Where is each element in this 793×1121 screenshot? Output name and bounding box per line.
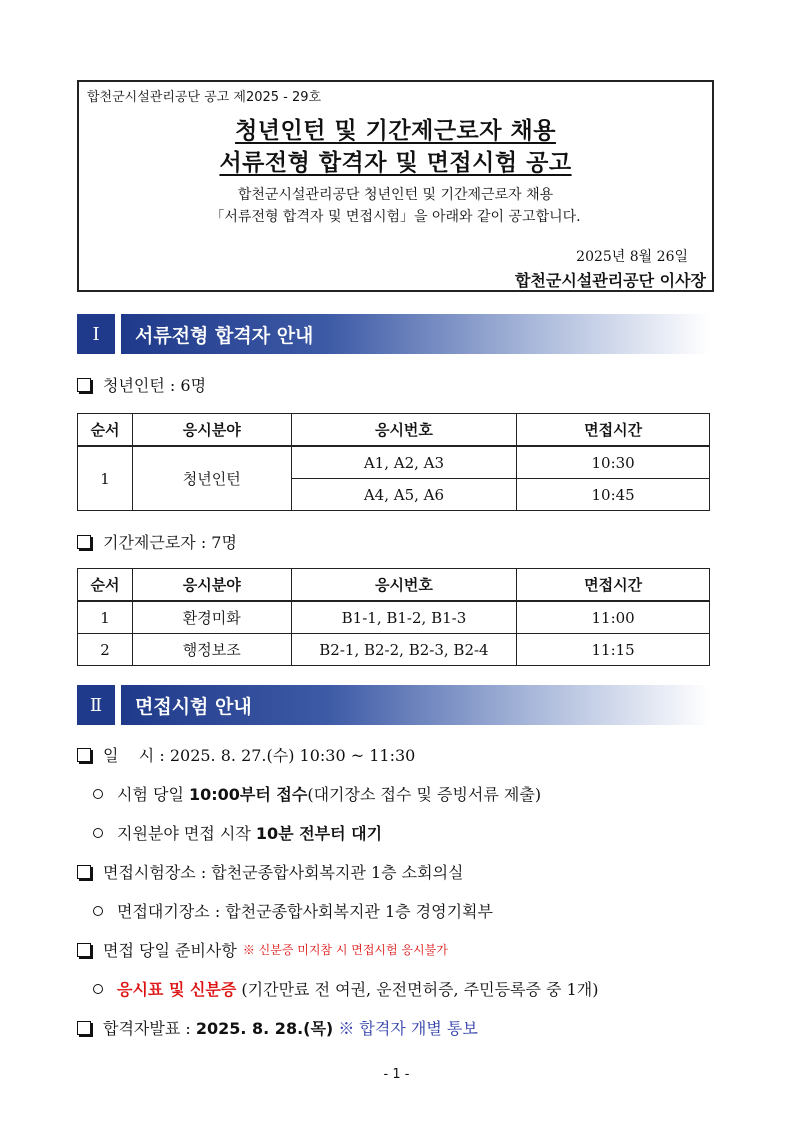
header-time: 면접시간	[517, 569, 710, 602]
required-items-detail: (기간만료 전 여권, 운전면허증, 주민등록증 중 1개)	[236, 980, 599, 999]
intro-line-2: 「서류전형 합격자 및 면접시험」을 아래와 같이 공고합니다.	[210, 209, 581, 225]
datetime-value: 2025. 8. 27.(수) 10:30 ~ 11:30	[169, 746, 416, 765]
header-order: 순서	[78, 414, 133, 447]
cell-numbers: B1-1, B1-2, B1-3	[291, 601, 517, 634]
section-2-number: Ⅱ	[77, 685, 115, 725]
table-row	[78, 601, 710, 634]
required-items-bold: 응시표 및 신분증	[117, 980, 237, 999]
temp-worker-table	[77, 568, 710, 666]
section-2-title: 면접시험 안내	[121, 685, 710, 725]
cell-time: 11:15	[517, 634, 710, 666]
cell-field: 환경미화	[132, 601, 291, 634]
required-items	[93, 977, 598, 1000]
issuer: 합천군시설관리공단 이사장	[514, 271, 706, 290]
notice-header-box	[77, 80, 714, 292]
preparation-heading	[77, 938, 448, 961]
cell-order: 1	[78, 601, 133, 634]
table-header-row	[78, 569, 710, 602]
section-2-banner	[77, 685, 710, 725]
header-field: 응시분야	[132, 569, 291, 602]
cell-time: 11:00	[517, 601, 710, 634]
announce-label: 합격자발표 :	[103, 1019, 196, 1038]
header-time: 면접시간	[517, 414, 710, 447]
notice-date: 2025년 8월 26일	[576, 249, 688, 265]
checkbox-icon	[77, 865, 91, 879]
checkbox-icon	[77, 535, 91, 549]
preparation-warning: ※ 신분증 미지참 시 면접시험 응시불가	[242, 943, 448, 957]
datetime-label: 일 시 :	[103, 746, 170, 765]
cell-time: 10:30	[517, 446, 710, 479]
checkbox-icon	[77, 748, 91, 762]
checkbox-icon	[77, 1021, 91, 1035]
cell-numbers: B2-1, B2-2, B2-3, B2-4	[291, 634, 517, 666]
youth-intern-table	[77, 413, 710, 511]
circle-bullet-icon	[93, 828, 103, 838]
cell-time: 10:45	[517, 479, 710, 511]
waiting-bold: 10분 전부터 대기	[255, 824, 383, 843]
cell-numbers: A1, A2, A3	[291, 446, 517, 479]
notice-number: 합천군시설관리공단 공고 제2025 - 29호	[87, 90, 322, 105]
reception-post: (대기장소 접수 및 증빙서류 제출)	[307, 785, 542, 804]
header-field: 응시분야	[132, 414, 291, 447]
circle-bullet-icon	[93, 984, 103, 994]
circle-bullet-icon	[93, 906, 103, 916]
cell-order: 2	[78, 634, 133, 666]
cell-field: 행정보조	[132, 634, 291, 666]
checkbox-icon	[77, 378, 91, 392]
section-1-title: 서류전형 합격자 안내	[121, 314, 710, 354]
page-number: - 1 -	[383, 1067, 410, 1082]
waiting-pre: 지원분야 면접 시작	[117, 824, 256, 843]
reception-bold: 10:00부터 접수	[189, 785, 308, 804]
circle-bullet-icon	[93, 789, 103, 799]
youth-intern-heading	[77, 373, 206, 396]
title-line-2: 서류전형 합격자 및 면접시험 공고	[219, 150, 572, 176]
header-number: 응시번호	[291, 569, 517, 602]
cell-field: 청년인턴	[132, 446, 291, 511]
table-row	[78, 634, 710, 666]
temp-worker-label: 기간제근로자 : 7명	[103, 533, 237, 552]
table-header-row	[78, 414, 710, 447]
section-1-banner	[77, 314, 710, 354]
waiting-venue-text: 면접대기장소 : 합천군종합사회복지관 1층 경영기획부	[117, 902, 493, 921]
announce-date: 2025. 8. 28.(목)	[195, 1019, 334, 1038]
cell-numbers: A4, A5, A6	[291, 479, 517, 511]
preparation-label: 면접 당일 준비사항	[103, 941, 237, 960]
title-line-1: 청년인턴 및 기간제근로자 채용	[235, 118, 556, 144]
reception-pre: 시험 당일	[117, 785, 189, 804]
cell-order: 1	[78, 446, 133, 511]
interview-datetime	[77, 743, 415, 766]
announce-note: ※ 합격자 개별 통보	[333, 1019, 478, 1038]
temp-worker-heading	[77, 530, 237, 553]
header-number: 응시번호	[291, 414, 517, 447]
venue-text: 면접시험장소 : 합천군종합사회복지관 1층 소회의실	[103, 863, 464, 882]
section-1-number: Ⅰ	[77, 314, 115, 354]
interview-venue	[77, 860, 464, 883]
checkbox-icon	[77, 943, 91, 957]
waiting-venue	[93, 899, 493, 922]
reception-note	[93, 782, 541, 805]
youth-intern-label: 청년인턴 : 6명	[103, 376, 207, 395]
waiting-note	[93, 821, 382, 844]
table-row	[78, 446, 710, 479]
header-order: 순서	[78, 569, 133, 602]
result-announcement	[77, 1016, 478, 1039]
intro-line-1: 합천군시설관리공단 청년인턴 및 기간제근로자 채용	[237, 187, 554, 203]
